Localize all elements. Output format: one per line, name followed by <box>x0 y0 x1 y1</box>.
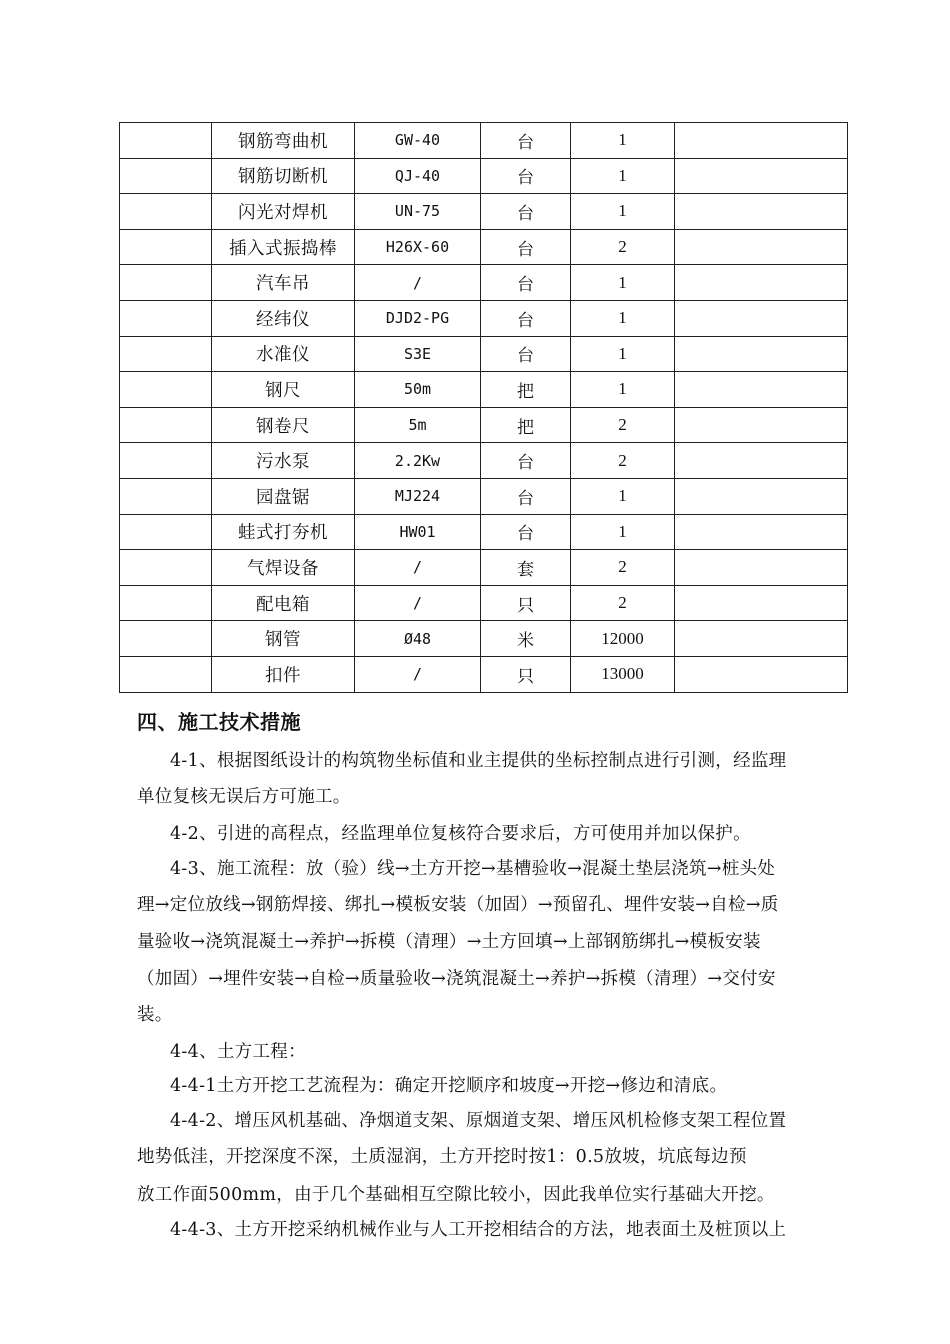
table-cell-model: / <box>355 656 481 692</box>
table-cell-note <box>675 194 848 230</box>
table-cell-blank <box>120 443 212 479</box>
table-cell-qty: 1 <box>571 514 675 550</box>
table-cell-note <box>675 585 848 621</box>
table-cell-blank <box>120 656 212 692</box>
table-cell-unit: 套 <box>481 550 571 586</box>
table-cell-unit: 把 <box>481 407 571 443</box>
table-cell-name: 水准仪 <box>212 336 355 372</box>
table-row <box>120 550 848 586</box>
table-cell-unit: 台 <box>481 229 571 265</box>
table-cell-blank <box>120 229 212 265</box>
table-cell-qty: 1 <box>571 372 675 408</box>
table-cell-name: 钢筋弯曲机 <box>212 123 355 159</box>
table-cell-unit: 台 <box>481 514 571 550</box>
table-row <box>120 229 848 265</box>
table-cell-model: 5m <box>355 407 481 443</box>
table-row <box>120 336 848 372</box>
table-cell-blank <box>120 336 212 372</box>
table-cell-model: QJ-40 <box>355 158 481 194</box>
table-cell-model: HW01 <box>355 514 481 550</box>
table-cell-blank <box>120 585 212 621</box>
table-cell-name: 汽车吊 <box>212 265 355 301</box>
equipment-table-body <box>120 123 848 693</box>
table-cell-unit: 台 <box>481 478 571 514</box>
paragraph-line: 地势低洼，开挖深度不深，土质湿润，土方开挖时按1：0.5放坡，坑底每边预 <box>137 1147 747 1167</box>
table-cell-blank <box>120 407 212 443</box>
table-cell-unit: 台 <box>481 158 571 194</box>
table-cell-name: 钢管 <box>212 621 355 657</box>
table-cell-note <box>675 123 848 159</box>
table-cell-blank <box>120 194 212 230</box>
table-cell-model: / <box>355 265 481 301</box>
table-cell-blank <box>120 621 212 657</box>
table-cell-qty: 1 <box>571 158 675 194</box>
table-row <box>120 478 848 514</box>
table-row <box>120 514 848 550</box>
table-cell-unit: 只 <box>481 585 571 621</box>
table-cell-qty: 12000 <box>571 621 675 657</box>
table-row <box>120 265 848 301</box>
table-cell-blank <box>120 265 212 301</box>
paragraph-line: 单位复核无误后方可施工。 <box>137 787 351 807</box>
section-heading: 四、施工技术措施 <box>137 710 301 734</box>
table-cell-qty: 1 <box>571 300 675 336</box>
table-cell-model: Ø48 <box>355 621 481 657</box>
table-cell-unit: 米 <box>481 621 571 657</box>
table-cell-qty: 2 <box>571 585 675 621</box>
table-cell-note <box>675 550 848 586</box>
table-cell-name: 配电箱 <box>212 585 355 621</box>
table-row <box>120 300 848 336</box>
table-cell-name: 插入式振捣棒 <box>212 229 355 265</box>
table-cell-note <box>675 265 848 301</box>
table-cell-name: 蛙式打夯机 <box>212 514 355 550</box>
table-cell-blank <box>120 514 212 550</box>
paragraph-line: 量验收→浇筑混凝土→养护→拆模（清理）→土方回填→上部钢筋绑扎→模板安装 <box>137 932 761 952</box>
equipment-table <box>119 122 848 693</box>
table-cell-unit: 台 <box>481 443 571 479</box>
table-cell-qty: 2 <box>571 550 675 586</box>
table-cell-model: DJD2-PG <box>355 300 481 336</box>
table-cell-name: 扣件 <box>212 656 355 692</box>
table-cell-name: 钢尺 <box>212 372 355 408</box>
table-cell-model: MJ224 <box>355 478 481 514</box>
paragraph-line: 装。 <box>137 1005 173 1025</box>
table-cell-unit: 台 <box>481 336 571 372</box>
table-cell-note <box>675 300 848 336</box>
table-cell-note <box>675 621 848 657</box>
table-cell-qty: 1 <box>571 478 675 514</box>
table-cell-unit: 台 <box>481 194 571 230</box>
table-cell-qty: 2 <box>571 407 675 443</box>
table-cell-qty: 1 <box>571 123 675 159</box>
table-cell-model: 2.2Kw <box>355 443 481 479</box>
table-cell-qty: 1 <box>571 265 675 301</box>
paragraph-line: 4-4、土方工程： <box>170 1042 306 1062</box>
paragraph-line: 4-4-1土方开挖工艺流程为：确定开挖顺序和坡度→开挖→修边和清底。 <box>170 1076 728 1096</box>
table-cell-blank <box>120 478 212 514</box>
table-row <box>120 158 848 194</box>
table-row <box>120 585 848 621</box>
table-cell-note <box>675 336 848 372</box>
table-cell-qty: 1 <box>571 336 675 372</box>
table-cell-blank <box>120 158 212 194</box>
table-cell-unit: 台 <box>481 300 571 336</box>
table-cell-unit: 台 <box>481 123 571 159</box>
table-cell-blank <box>120 372 212 408</box>
table-cell-note <box>675 478 848 514</box>
table-cell-model: GW-40 <box>355 123 481 159</box>
table-cell-unit: 台 <box>481 265 571 301</box>
table-cell-model: 50m <box>355 372 481 408</box>
table-cell-qty: 2 <box>571 443 675 479</box>
table-row <box>120 407 848 443</box>
table-cell-qty: 1 <box>571 194 675 230</box>
paragraph-line: 4-4-2、增压风机基础、净烟道支架、原烟道支架、增压风机检修支架工程位置 <box>170 1111 787 1131</box>
table-cell-name: 闪光对焊机 <box>212 194 355 230</box>
table-cell-blank <box>120 300 212 336</box>
paragraph-line: 4-2、引进的高程点，经监理单位复核符合要求后，方可使用并加以保护。 <box>170 824 751 844</box>
table-row <box>120 123 848 159</box>
paragraph-line: 放工作面500mm，由于几个基础相互空隙比较小，因此我单位实行基础大开挖。 <box>137 1185 775 1205</box>
table-cell-note <box>675 514 848 550</box>
table-cell-qty: 13000 <box>571 656 675 692</box>
table-cell-model: / <box>355 550 481 586</box>
table-cell-name: 钢筋切断机 <box>212 158 355 194</box>
paragraph-line: （加固）→埋件安装→自检→质量验收→浇筑混凝土→养护→拆模（清理）→交付安 <box>137 969 776 989</box>
table-cell-unit: 把 <box>481 372 571 408</box>
table-cell-note <box>675 656 848 692</box>
table-cell-name: 污水泵 <box>212 443 355 479</box>
table-cell-note <box>675 443 848 479</box>
table-cell-model: UN-75 <box>355 194 481 230</box>
table-cell-qty: 2 <box>571 229 675 265</box>
table-cell-unit: 只 <box>481 656 571 692</box>
table-cell-blank <box>120 550 212 586</box>
table-cell-note <box>675 372 848 408</box>
table-cell-name: 气焊设备 <box>212 550 355 586</box>
table-cell-name: 园盘锯 <box>212 478 355 514</box>
paragraph-line: 4-3、施工流程：放（验）线→土方开挖→基槽验收→混凝土垫层浇筑→桩头处 <box>170 859 776 879</box>
table-row <box>120 443 848 479</box>
table-cell-note <box>675 229 848 265</box>
table-cell-note <box>675 158 848 194</box>
table-row <box>120 621 848 657</box>
table-cell-model: / <box>355 585 481 621</box>
table-row <box>120 372 848 408</box>
table-cell-model: H26X-60 <box>355 229 481 265</box>
table-cell-blank <box>120 123 212 159</box>
paragraph-line: 理→定位放线→钢筋焊接、绑扎→模板安装（加固）→预留孔、埋件安装→自检→质 <box>137 895 779 915</box>
paragraph-line: 4-4-3、土方开挖采纳机械作业与人工开挖相结合的方法，地表面土及桩顶以上 <box>170 1220 787 1240</box>
table-cell-name: 经纬仪 <box>212 300 355 336</box>
table-row <box>120 656 848 692</box>
table-row <box>120 194 848 230</box>
paragraph-line: 4-1、根据图纸设计的构筑物坐标值和业主提供的坐标控制点进行引测，经监理 <box>170 751 787 771</box>
table-cell-note <box>675 407 848 443</box>
table-cell-name: 钢卷尺 <box>212 407 355 443</box>
table-cell-model: S3E <box>355 336 481 372</box>
